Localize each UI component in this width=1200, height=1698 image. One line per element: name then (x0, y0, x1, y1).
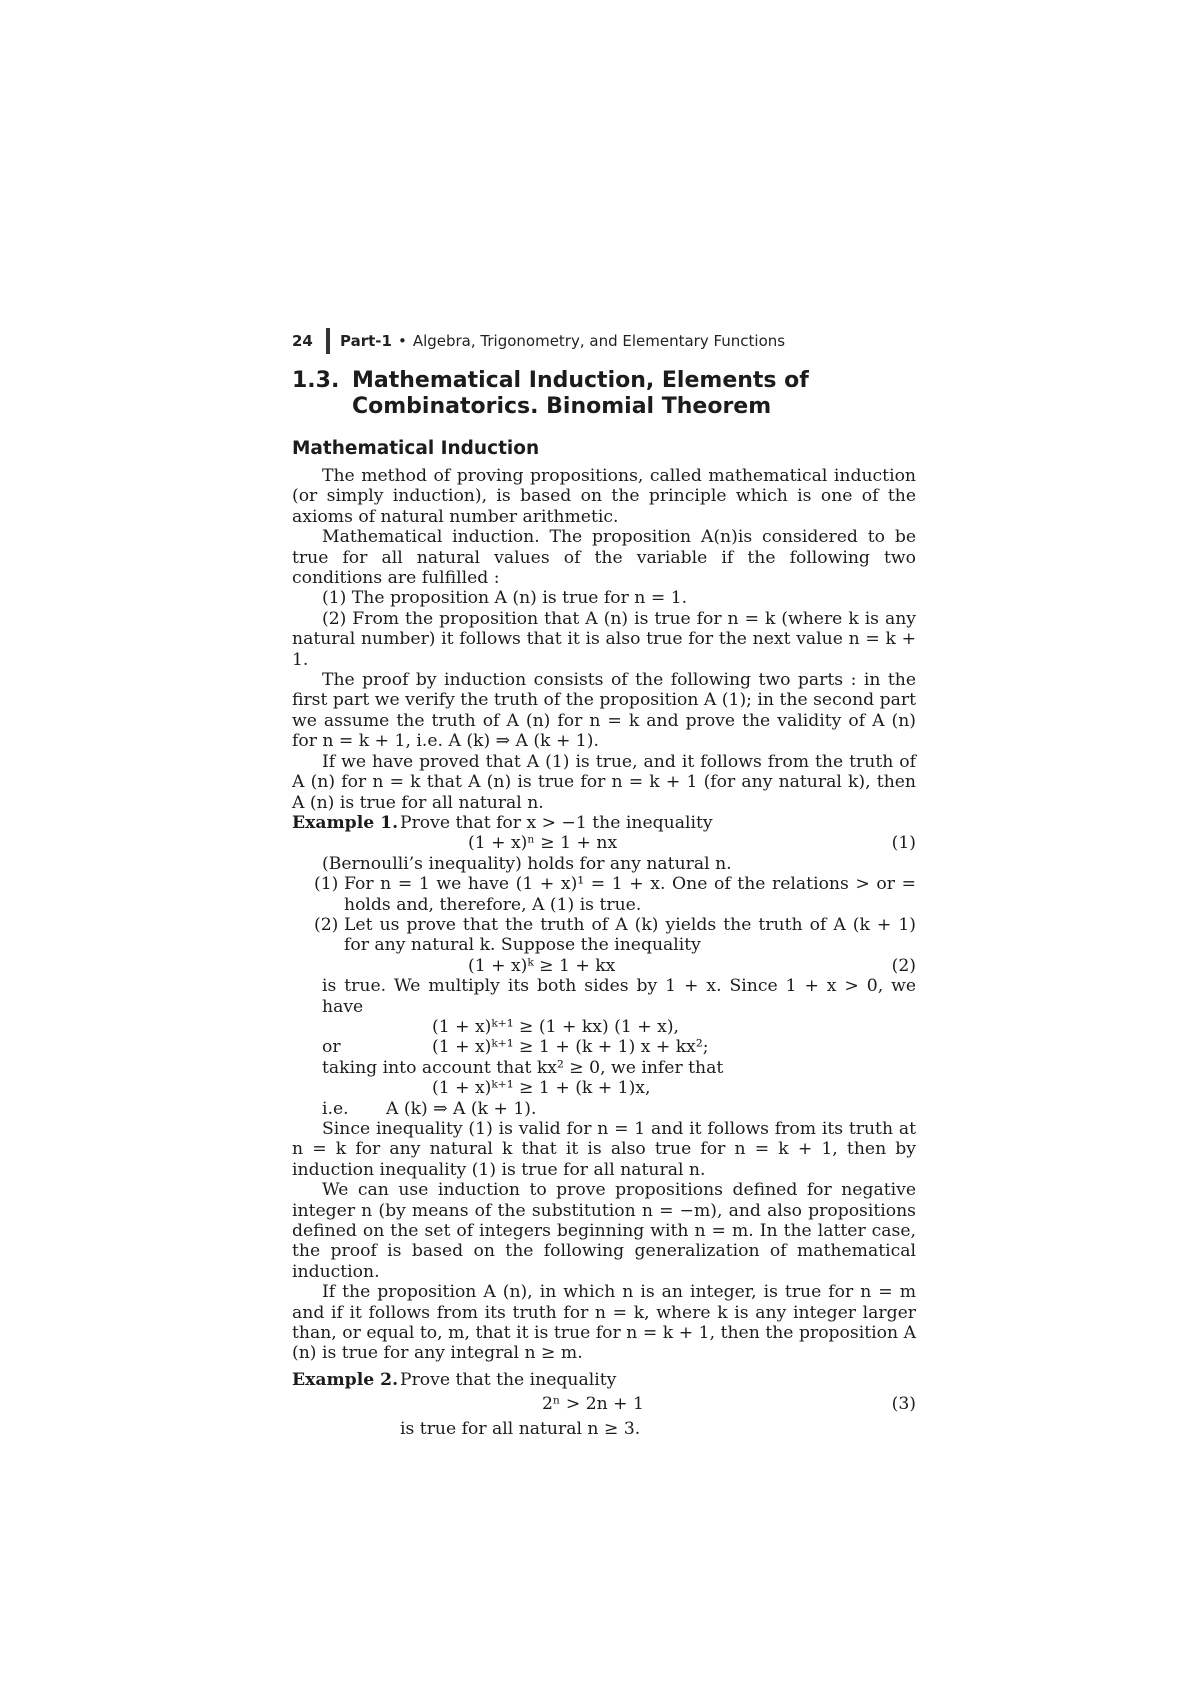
step-2-number: (2) (314, 914, 339, 935)
equation-1-tag: (1) (891, 833, 916, 854)
example-1-taking: taking into account that kx² ≥ 0, we infer that (322, 1057, 724, 1078)
section-title-line1: Mathematical Induction, Elements of (352, 368, 809, 393)
equation-2 (292, 956, 916, 976)
example-2-heading (292, 1370, 916, 1390)
example-2-condition: is true for all natural n ≥ 3. (400, 1418, 641, 1439)
section-title-line2: Combinatorics. Binomial Theorem (352, 394, 772, 419)
example-2-label: Example 2. (292, 1369, 399, 1390)
step-1-text: For n = 1 we have (1 + x)¹ = 1 + x. One of the relations > or = holds and, therefore, A (1) is true. (344, 874, 916, 915)
example-1-bernoulli: (Bernoulli’s inequality) holds for any natural n. (322, 853, 732, 874)
derivation-line-2 (292, 1037, 916, 1057)
example-1-heading (292, 813, 916, 833)
derivation-3: (1 + x)ᵏ⁺¹ ≥ 1 + (k + 1)x, (432, 1078, 651, 1099)
paragraph-generalization: If the proposition A (n), in which n is an integer, is true for n = m and if it follows from its truth for n = k, where k is any integer larger than, or equal to, m, that it is true for n = k + 1, then the proposition A (n) is true for any integral n ≥ m. (292, 1282, 916, 1364)
condition-1: (1) The proposition A (n) is true for n = 1. (322, 588, 688, 609)
equation-3-tag: (3) (891, 1394, 916, 1415)
section-heading (292, 368, 916, 420)
page-number: 24 (292, 331, 313, 350)
paragraph-definition: Mathematical induction. The proposition A(n)is considered to be true for all natural values of the variable if the following two conditions are fulfilled : (292, 527, 916, 589)
paragraph-intro: The method of proving propositions, called mathematical induction (or simply induction), is based on the principle which is one of the axioms of natural number arithmetic. (292, 466, 916, 527)
example-1-conclusion: Since inequality (1) is valid for n = 1 and it follows from its truth at n = k for any natural k that it is also true for n = k + 1, then by induction inequality (1) is true for all natural n. (292, 1119, 916, 1180)
example-2-text: Prove that the inequality (400, 1369, 617, 1390)
derivation-4: A (k) ⇒ A (k + 1). (386, 1098, 537, 1119)
example-1-text: Prove that for x > −1 the inequality (400, 812, 713, 833)
running-head-part: Part-1 (340, 331, 392, 350)
running-head-divider (326, 328, 330, 354)
equation-3 (292, 1394, 916, 1414)
derivation-2: (1 + x)ᵏ⁺¹ ≥ 1 + (k + 1) x + kx²; (432, 1037, 709, 1058)
equation-1 (292, 833, 916, 853)
condition-2: (2) From the proposition that A (n) is true for n = k (where k is any natural number) it follows that it is also true for the next value n = k + 1. (292, 608, 916, 670)
paragraph-conclusion: If we have proved that A (1) is true, and it follows from the truth of A (n) for n = k that A (n) is true for n = k + 1 (for any natural k), then A (n) is true for all natural n. (292, 751, 916, 813)
derivation-line-1 (292, 1017, 916, 1037)
paragraph-proof-parts: The proof by induction consists of the following two parts : in the first part we verify the truth of the proposition A (1); in the second part we assume the truth of A (n) for n = k and prove the validity of A (n) for n = k + 1, i.e. A (k) ⇒ A (k + 1). (292, 670, 916, 752)
or-label: or (322, 1037, 341, 1058)
derivation-line-3 (292, 1078, 916, 1098)
example-1-multiply: is true. We multiply its both sides by 1 + x. Since 1 + x > 0, we have (322, 976, 916, 1017)
paragraph-negative-integers: We can use induction to prove propositions defined for negative integer n (by means of the substitution n = −m), and also propositions defined on the set of integers beginning with n = m. In the latter case, the proof is based on the following generalization of mathematical induction. (292, 1180, 916, 1282)
equation-3-body: 2ⁿ > 2n + 1 (542, 1394, 644, 1415)
book-page (292, 328, 916, 1439)
step-1-number: (1) (314, 874, 339, 895)
derivation-line-4 (292, 1099, 916, 1119)
ie-label: i.e. (322, 1098, 349, 1119)
step-2-text: Let us prove that the truth of A (k) yields the truth of A (k + 1) for any natural k. Suppose the inequality (344, 914, 916, 956)
running-head-bullet: • (397, 331, 407, 350)
example-1-step-2 (292, 915, 916, 956)
subheading: Mathematical Induction (292, 438, 540, 459)
running-head-title: Algebra, Trigonometry, and Elementary Functions (412, 331, 786, 350)
running-head (292, 328, 916, 354)
equation-1-body: (1 + x)ⁿ ≥ 1 + nx (468, 833, 618, 854)
example-1-label: Example 1. (292, 812, 399, 833)
equation-2-tag: (2) (891, 955, 916, 976)
equation-2-body: (1 + x)ᵏ ≥ 1 + kx (468, 955, 616, 976)
section-number: 1.3. (292, 368, 340, 393)
example-1-step-1 (292, 874, 916, 915)
derivation-1: (1 + x)ᵏ⁺¹ ≥ (1 + kx) (1 + x), (432, 1016, 680, 1037)
